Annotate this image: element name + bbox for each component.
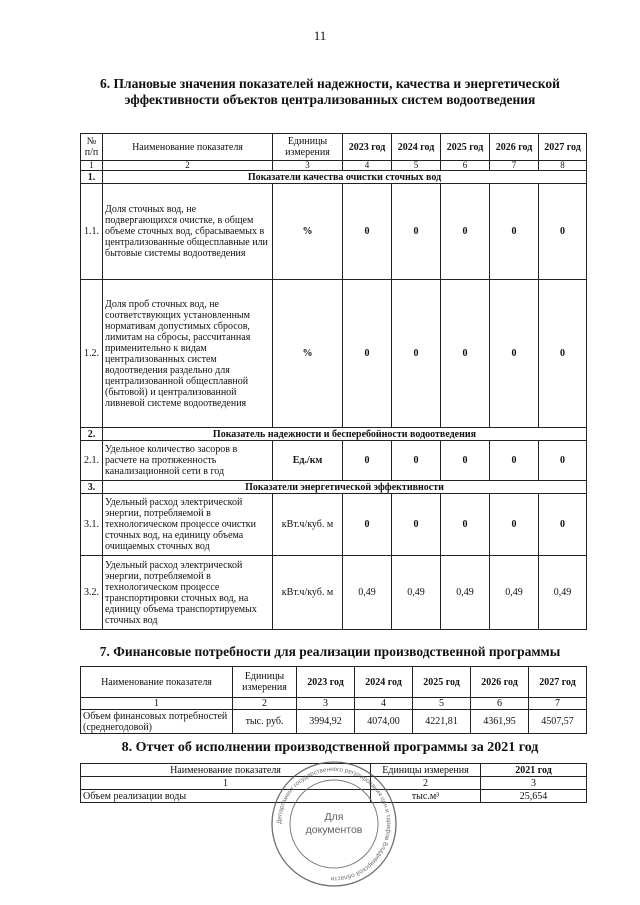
column-number: 5 (392, 161, 441, 171)
row-value: 0 (490, 441, 539, 481)
row-unit: % (273, 184, 343, 280)
group-title: Показатели качества очистки сточных вод (103, 171, 587, 184)
row-value: 0,49 (539, 556, 587, 630)
header-name: Наименование показателя (81, 667, 233, 698)
column-number: 3 (297, 698, 355, 710)
table-row (81, 441, 587, 481)
group-row (81, 171, 587, 184)
group-num: 3. (81, 481, 103, 494)
row-value: 0 (441, 441, 490, 481)
header-units: Единицы измерения (273, 134, 343, 161)
row-value: 0 (343, 441, 392, 481)
stamp-text: Для документов (305, 811, 363, 836)
row-value: 0 (539, 280, 587, 428)
table-row (81, 184, 587, 280)
table-row (81, 556, 587, 630)
header-units: Единицы измерения (371, 764, 481, 777)
section-6-title: 6. Плановые значения показателей надежности, качества и энергетической эффективности объектов централизованных систем водоотведения (100, 76, 560, 107)
row-value: 3994,92 (297, 710, 355, 734)
row-name: Доля сточных вод, не подвергающихся очистке, в общем объеме сточных вод, сбрасываемых в централизованные общесплавные или бытовые системы водоотведения (103, 184, 273, 280)
row-value: 25,654 (481, 790, 587, 803)
header-year: 2023 год (297, 667, 355, 698)
row-unit: Ед./км (273, 441, 343, 481)
row-value: 0 (343, 280, 392, 428)
row-value: 0,49 (392, 556, 441, 630)
row-value: 4221,81 (413, 710, 471, 734)
header-num: № п/п (81, 134, 103, 161)
column-number: 4 (343, 161, 392, 171)
table-row (81, 710, 587, 734)
row-num: 3.2. (81, 556, 103, 630)
row-value: 0 (392, 280, 441, 428)
row-num: 1.2. (81, 280, 103, 428)
row-name: Объем финансовых потребностей (среднегодовой) (81, 710, 233, 734)
header-year: 2024 год (355, 667, 413, 698)
column-numbers-row (81, 698, 587, 710)
row-value: 0 (392, 184, 441, 280)
row-value: 0 (392, 494, 441, 556)
row-unit: тыс. руб. (233, 710, 297, 734)
row-num: 2.1. (81, 441, 103, 481)
row-num: 1.1. (81, 184, 103, 280)
row-value: 0 (441, 280, 490, 428)
financial-needs-table (80, 666, 587, 734)
section-7-title: 7. Финансовые потребности для реализации производственной программы (99, 644, 561, 659)
table-row (81, 280, 587, 428)
section-8-title: 8. Отчет об исполнении производственной программы за 2021 год (121, 740, 539, 755)
header-year: 2024 год (392, 134, 441, 161)
official-stamp (268, 758, 400, 890)
header-year: 2027 год (529, 667, 587, 698)
column-number: 3 (481, 777, 587, 790)
header-year: 2023 год (343, 134, 392, 161)
column-number: 4 (355, 698, 413, 710)
row-unit: тыс.м³ (371, 790, 481, 803)
row-value: 0 (441, 184, 490, 280)
row-value: 4361,95 (471, 710, 529, 734)
column-number: 1 (81, 698, 233, 710)
header-name: Наименование показателя (103, 134, 273, 161)
column-number: 7 (490, 161, 539, 171)
column-number: 2 (233, 698, 297, 710)
group-row (81, 428, 587, 441)
row-value: 0,49 (441, 556, 490, 630)
row-value: 0,49 (343, 556, 392, 630)
table-row (81, 494, 587, 556)
column-number: 2 (103, 161, 273, 171)
column-number: 6 (471, 698, 529, 710)
column-number: 1 (81, 777, 371, 790)
row-value: 0 (490, 184, 539, 280)
page-number: 11 (313, 28, 327, 43)
column-number: 1 (81, 161, 103, 171)
group-row (81, 481, 587, 494)
row-value: 0 (490, 280, 539, 428)
row-name: Удельный расход электрической энергии, потребляемой в технологическом процессе транспортировки сточных вод, на единицу объема транспортируемых сточных вод (103, 556, 273, 630)
row-name: Объем реализации воды (81, 790, 371, 803)
row-value: 4507,57 (529, 710, 587, 734)
row-value: 0,49 (490, 556, 539, 630)
row-value: 0 (539, 441, 587, 481)
row-value: 0 (343, 494, 392, 556)
row-num: 3.1. (81, 494, 103, 556)
column-number: 6 (441, 161, 490, 171)
header-year: 2025 год (441, 134, 490, 161)
header-year: 2026 год (471, 667, 529, 698)
row-value: 0 (343, 184, 392, 280)
column-number: 5 (413, 698, 471, 710)
row-value: 4074,00 (355, 710, 413, 734)
row-value: 0 (490, 494, 539, 556)
row-name: Доля проб сточных вод, не соответствующих установленным нормативам допустимых сбросов, лимитам на сбросы, рассчитанная применительно к видам централизованных систем водоотведения раздельно для централизованной общесплавной (бытовой) и централизованной ливневой системе водоотведения (103, 280, 273, 428)
stamp-ring-text: Департамент государственного регулирования цен и тарифов Владимирской области (275, 765, 393, 883)
header-year: 2026 год (490, 134, 539, 161)
group-title: Показатель надежности и бесперебойности водоотведения (103, 428, 587, 441)
row-value: 0 (441, 494, 490, 556)
row-name: Удельное количество засоров в расчете на протяженность канализационной сети в год (103, 441, 273, 481)
header-units: Единицы измерения (233, 667, 297, 698)
row-unit: кВт.ч/куб. м (273, 556, 343, 630)
column-number: 2 (371, 777, 481, 790)
column-number: 7 (529, 698, 587, 710)
row-unit: % (273, 280, 343, 428)
row-unit: кВт.ч/куб. м (273, 494, 343, 556)
row-value: 0 (539, 184, 587, 280)
row-name: Удельный расход электрической энергии, потребляемой в технологическом процессе очистки сточных вод, на единицу объема очищаемых сточных вод (103, 494, 273, 556)
reliability-indicators-table (80, 133, 587, 630)
header-year: 2021 год (481, 764, 587, 777)
group-num: 2. (81, 428, 103, 441)
header-year: 2025 год (413, 667, 471, 698)
header-year: 2027 год (539, 134, 587, 161)
row-value: 0 (539, 494, 587, 556)
group-num: 1. (81, 171, 103, 184)
column-numbers-row (81, 161, 587, 171)
column-number: 8 (539, 161, 587, 171)
row-value: 0 (392, 441, 441, 481)
column-number: 3 (273, 161, 343, 171)
group-title: Показатели энергетической эффективности (103, 481, 587, 494)
header-name: Наименование показателя (81, 764, 371, 777)
